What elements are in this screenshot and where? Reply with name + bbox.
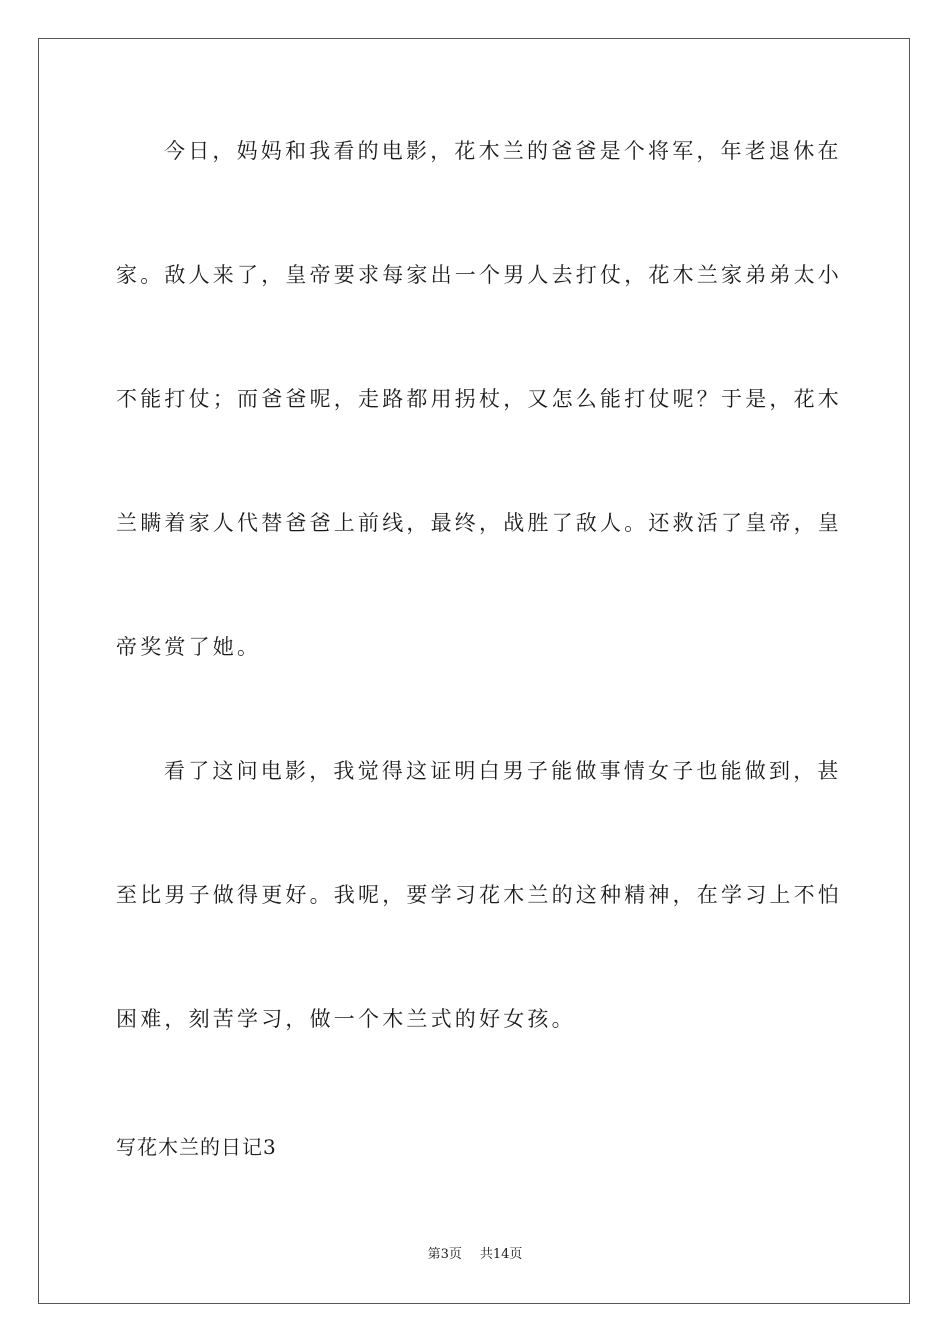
page-total: 共14页	[479, 1247, 523, 1262]
page-footer	[0, 1246, 950, 1264]
paragraph-1-line-1: 今日，妈妈和我看的电影，花木兰的爸爸是个将军，年老退休在	[164, 139, 842, 163]
paragraph-1-line-5: 帝奖赏了她。	[116, 635, 262, 659]
paragraph-2-line-1: 看了这问电影，我觉得这证明白男子能做事情女子也能做到，甚	[164, 759, 842, 783]
paragraph-2-line-3: 困难，刻苦学习，做一个木兰式的好女孩。	[116, 1007, 576, 1031]
paragraph-1-line-4: 兰瞒着家人代替爸爸上前线，最终，战胜了敌人。还救活了皇帝，皇	[116, 511, 842, 535]
page-border	[38, 38, 910, 1304]
page-number: 第3页	[427, 1247, 462, 1262]
section-heading: 写花木兰的日记3	[116, 1135, 277, 1159]
paragraph-1-line-3: 不能打仗；而爸爸呢，走路都用拐杖，又怎么能打仗呢？于是，花木	[116, 387, 842, 411]
paragraph-1-line-2: 家。敌人来了，皇帝要求每家出一个男人去打仗，花木兰家弟弟太小	[116, 263, 842, 287]
paragraph-2-line-2: 至比男子做得更好。我呢，要学习花木兰的这种精神，在学习上不怕	[116, 883, 842, 907]
